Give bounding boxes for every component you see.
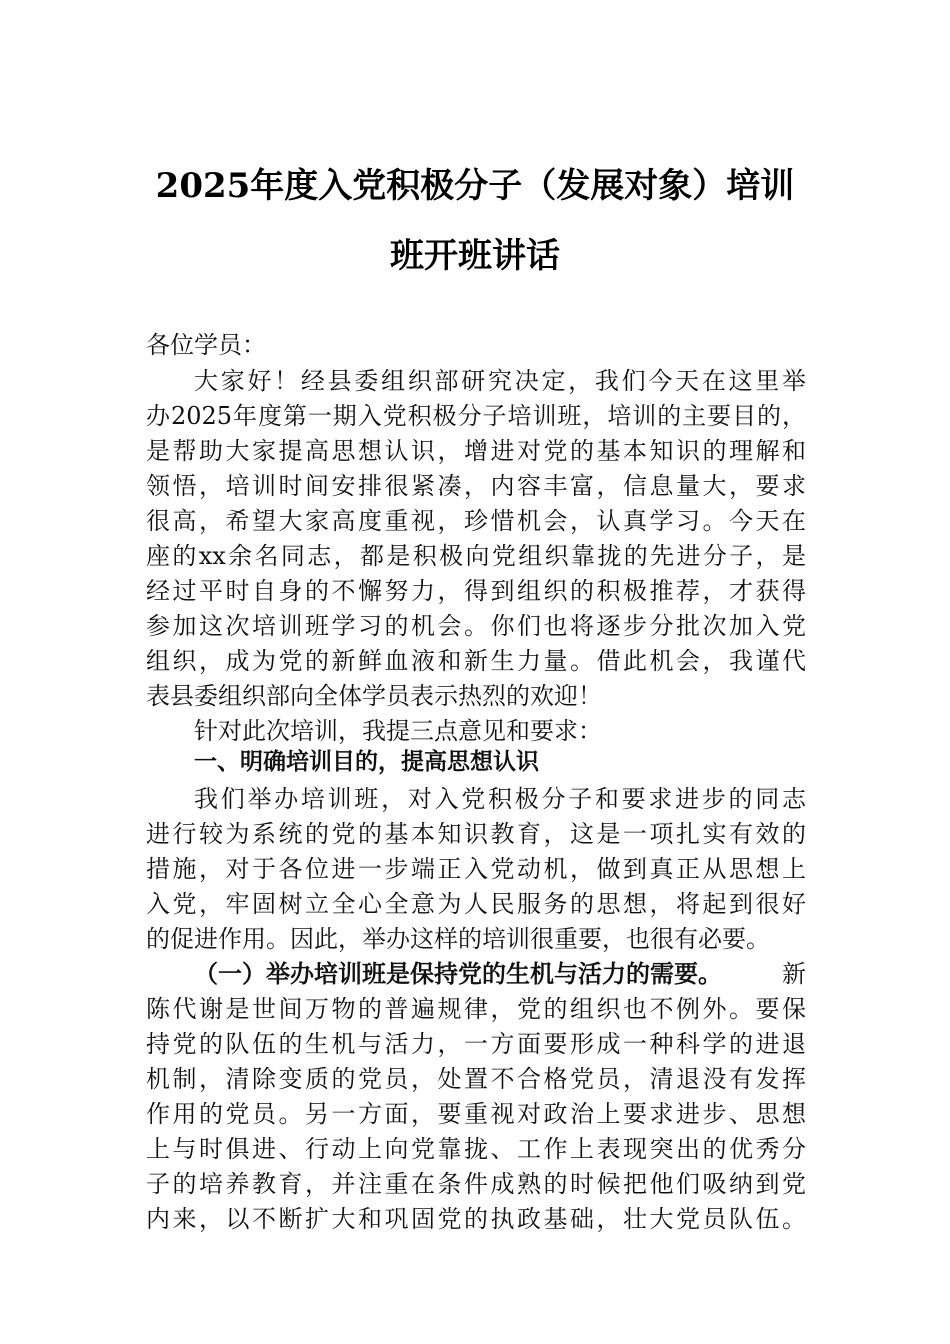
section-heading: 一、明确培训目的，提高思想认识 [194,749,539,775]
paragraph-line: 进行较为系统的党的基本知识教育，这是一项扎实有效的 [146,820,806,848]
paragraph-line: 入党，牢固树立全心全意为人民服务的思想，将起到很好 [146,890,806,918]
paragraph-line: 作用的党员。另一方面，要重视对政治上要求进步、思想 [146,1100,806,1128]
paragraph-line: 大家好！经县委组织部研究决定，我们今天在这里举 [194,367,806,395]
document-title-line-2: 班开班讲话 [390,236,560,276]
paragraph-line: 的促进作用。因此，举办这样的培训很重要，也很有必要。 [146,925,770,953]
paragraph-line: 很高，希望大家高度重视，珍惜机会，认真学习。今天在 [146,507,806,535]
paragraph-line: 参加这次培训班学习的机会。你们也将逐步分批次加入党 [146,612,806,640]
paragraph-line: 上与时俱进、行动上向党靠拢、工作上表现突出的优秀分 [146,1135,806,1163]
paragraph-line: 办2025年度第一期入党积极分子培训班，培训的主要目的， [146,402,806,430]
paragraph-line: 座的xx余名同志，都是积极向党组织靠拢的先进分子，是 [146,542,806,570]
paragraph-line: 领悟，培训时间安排很紧凑，内容丰富，信息量大，要求 [146,472,806,500]
salutation: 各位学员： [146,331,266,359]
subsection-heading: （一）举办培训班是保持党的生机与活力的需要。 [194,959,722,988]
paragraph-line: 机制，清除变质的党员，处置不合格党员，清退没有发挥 [146,1065,806,1093]
paragraph-line: 表县委组织部向全体学员表示热烈的欢迎！ [146,682,602,710]
document-title-line-1: 2025年度入党积极分子（发展对象）培训 [155,166,795,206]
paragraph-line: 措施，对于各位进一步端正入党动机，做到真正从思想上 [146,855,806,883]
paragraph-line: 持党的队伍的生机与活力，一方面要形成一种科学的进退 [146,1030,806,1058]
paragraph-line: 针对此次培训，我提三点意见和要求： [194,717,602,745]
paragraph-line: 子的培养教育，并注重在条件成熟的时候把他们吸纳到党 [146,1170,806,1198]
paragraph-line: 组织，成为党的新鲜血液和新生力量。借此机会，我谨代 [146,647,806,675]
paragraph-line: 我们举办培训班，对入党积极分子和要求进步的同志 [194,785,806,813]
paragraph-line: 陈代谢是世间万物的普遍规律，党的组织也不例外。要保 [146,995,806,1023]
paragraph-line: 经过平时自身的不懈努力，得到组织的积极推荐，才获得 [146,577,806,605]
paragraph-line: 是帮助大家提高思想认识，增进对党的基本知识的理解和 [146,437,806,465]
paragraph-text: 新 [782,960,806,988]
subsection-line [194,956,806,992]
paragraph-line: 内来，以不断扩大和巩固党的执政基础，壮大党员队伍。 [146,1205,806,1233]
